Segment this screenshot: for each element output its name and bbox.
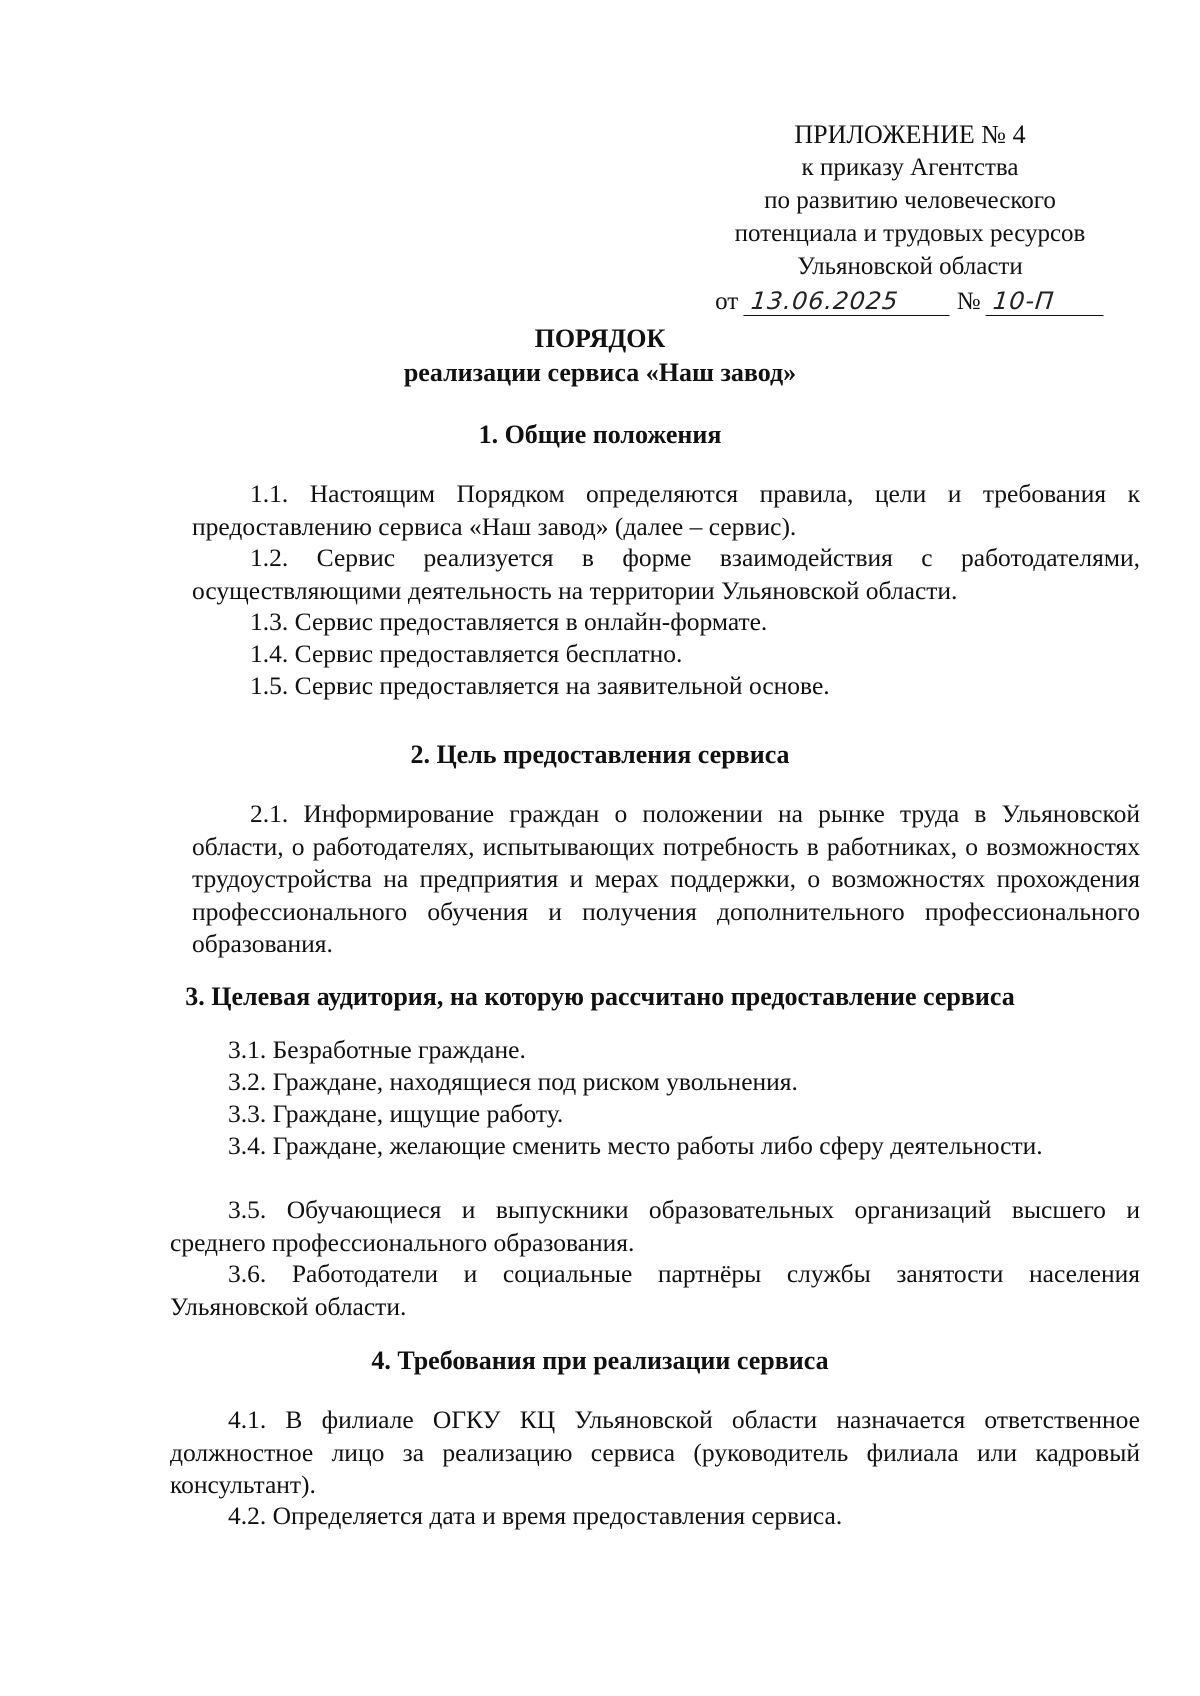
- paragraph: 1.2. Сервис реализуется в форме взаимодействия с работодателями, осуществляющими деятельность на территории Ульяновской области.: [192, 543, 1140, 605]
- appendix-line: к приказу Агентства: [801, 154, 1019, 181]
- section-heading: 4. Требования при реализации сервиса: [371, 1346, 829, 1375]
- section-heading: 3. Целевая аудитория, на которую рассчитано предоставление сервиса: [185, 982, 1015, 1011]
- handwritten-number: 10-П: [985, 287, 1106, 316]
- appendix-line: потенциала и трудовых ресурсов: [734, 220, 1086, 247]
- paragraph: 3.2. Граждане, находящиеся под риском увольнения.: [228, 1067, 798, 1096]
- order-reference: [690, 285, 1130, 318]
- paragraph: 3.5. Обучающиеся и выпускники образовательных организаций высшего и среднего профессионального образования.: [170, 1195, 1140, 1257]
- paragraph: 3.6. Работодатели и социальные партнёры службы занятости населения Ульяновской области.: [170, 1259, 1140, 1321]
- appendix-header: [690, 118, 1130, 318]
- handwritten-date: 13.06.2025: [743, 287, 952, 316]
- appendix-line: по развитию человеческого: [764, 187, 1056, 214]
- paragraph: 2.1. Информирование граждан о положении на рынке труда в Ульяновской области, о работодателях, испытывающих потребность в работниках, о возможностях трудоустройства на предприятия и мерах поддержки, о возможностях прохождения профессионального обучения и получения дополнительного профессионального образования.: [192, 799, 1140, 958]
- paragraph: 4.1. В филиале ОГКУ КЦ Ульяновской области назначается ответственное должностное лицо за реализацию сервиса (руководитель филиала или кадровый консультант).: [170, 1405, 1140, 1499]
- paragraph: 3.3. Граждане, ищущие работу.: [228, 1099, 564, 1128]
- from-label: от: [715, 288, 739, 315]
- number-label: №: [956, 288, 981, 315]
- appendix-line: Ульяновской области: [797, 253, 1023, 280]
- paragraph: 1.3. Сервис предоставляется в онлайн-формате.: [250, 607, 768, 636]
- document-subtitle: реализации сервиса «Наш завод»: [403, 358, 797, 387]
- paragraph: 1.4. Сервис предоставляется бесплатно.: [250, 639, 683, 668]
- paragraph: 4.2. Определяется дата и время предоставления сервиса.: [228, 1501, 843, 1530]
- section-heading: 1. Общие положения: [478, 420, 722, 449]
- paragraph: 1.1. Настоящим Порядком определяются правила, цели и требования к предоставлению сервиса «Наш завод» (далее – сервис).: [192, 479, 1140, 541]
- paragraph: 1.5. Сервис предоставляется на заявительной основе.: [250, 671, 830, 700]
- appendix-title: ПРИЛОЖЕНИЕ № 4: [794, 120, 1026, 149]
- section-heading: 2. Цель предоставления сервиса: [410, 740, 790, 769]
- paragraph: 3.4. Граждане, желающие сменить место работы либо сферу деятельности.: [228, 1131, 1043, 1160]
- document-title: ПОРЯДОК: [534, 324, 666, 353]
- paragraph: 3.1. Безработные граждане.: [228, 1035, 526, 1064]
